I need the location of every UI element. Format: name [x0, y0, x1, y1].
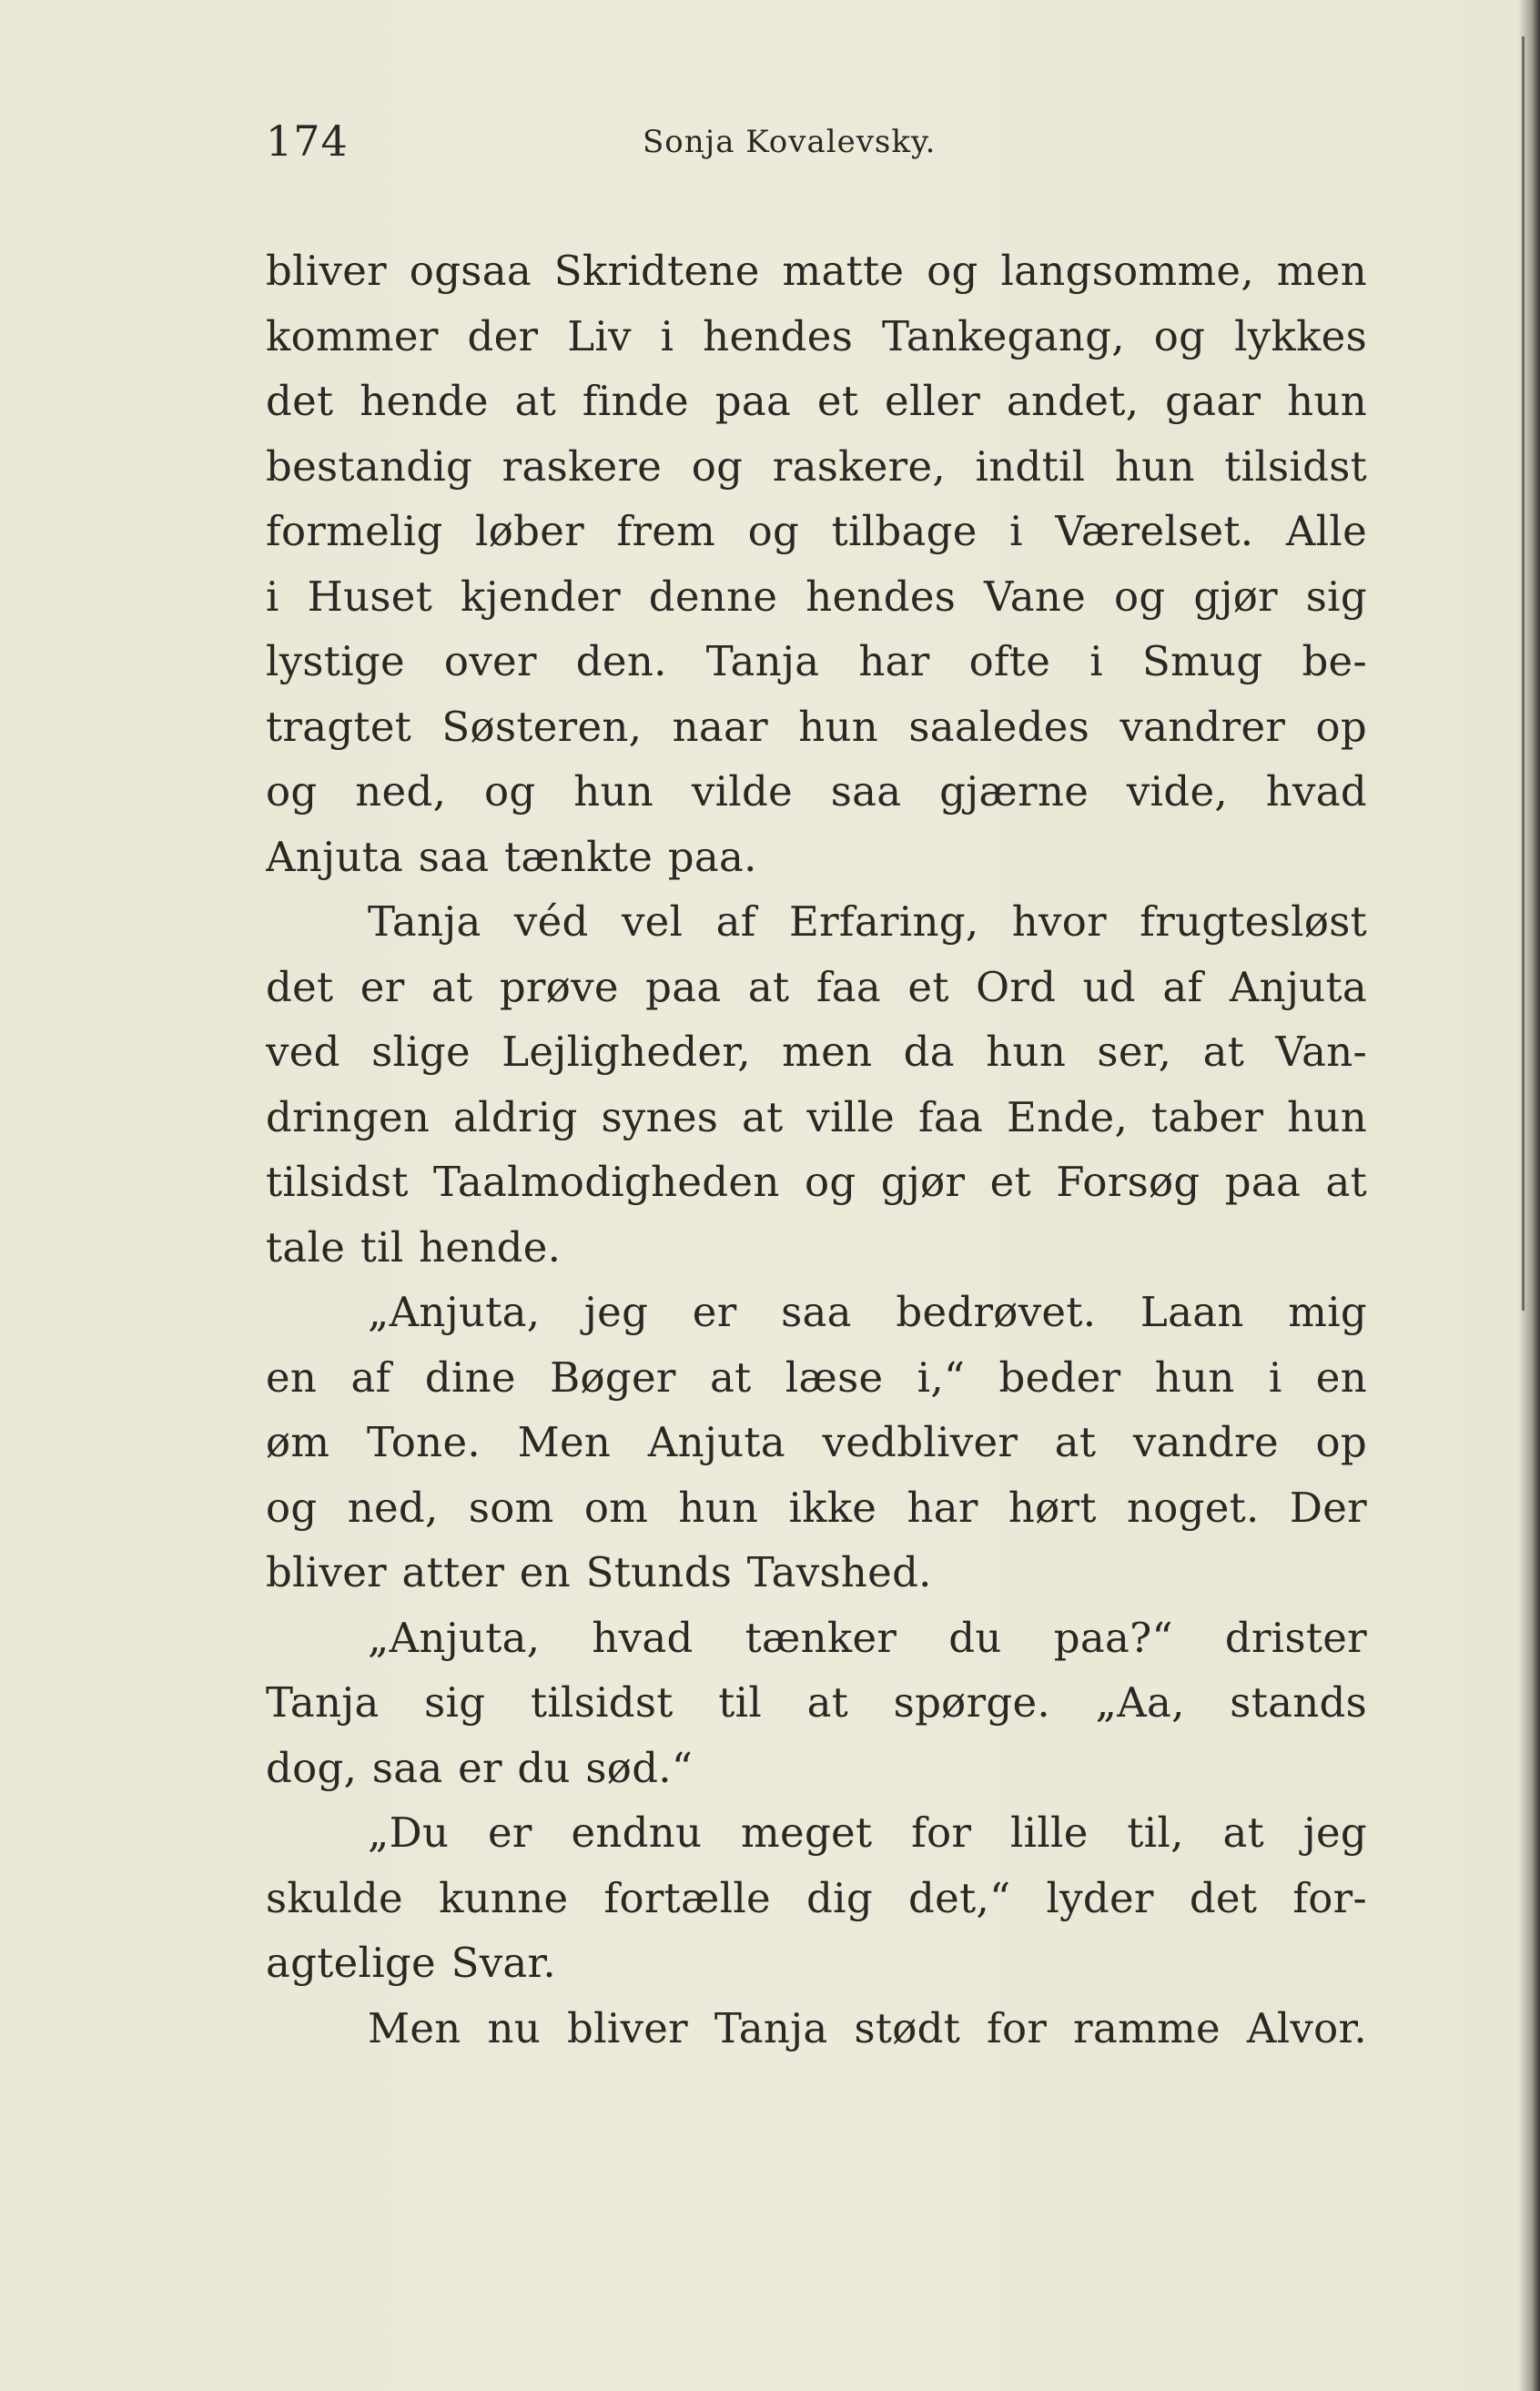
- text-line: det er at prøve paa at faa et Ord ud af Anjuta: [266, 962, 1367, 1011]
- text-line: det hende at finde paa et eller andet, gaar hun: [266, 377, 1367, 425]
- text-line: dog, saa er du sød.“: [266, 1743, 694, 1792]
- page-edge-shadow: [1518, 0, 1540, 2391]
- body-text: [266, 238, 1367, 2061]
- text-line: „Anjuta, hvad tænker du paa?“ drister: [368, 1613, 1367, 1662]
- text-line: og ned, og hun vilde saa gjærne vide, hvad: [266, 767, 1367, 816]
- text-line: øm Tone. Men Anjuta vedbliver at vandre op: [266, 1418, 1367, 1466]
- running-title: Sonja Kovalevsky.: [643, 124, 937, 160]
- text-line: Tanja sig tilsidst til at spørge. „Aa, stands: [266, 1678, 1367, 1727]
- text-line: en af dine Bøger at læse i,“ beder hun i en: [266, 1353, 1367, 1402]
- text-line: bliver ogsaa Skridtene matte og langsomme, men: [266, 247, 1367, 295]
- text-line: bliver atter en Stunds Tavshed.: [266, 1548, 932, 1596]
- text-line: tale til hende.: [266, 1222, 562, 1271]
- text-line: Tanja véd vel af Erfaring, hvor frugtesløst: [368, 897, 1367, 946]
- text-line: lystige over den. Tanja har ofte i Smug be-: [266, 637, 1367, 685]
- text-line: tilsidst Taalmodigheden og gjør et Forsøg paa at: [266, 1158, 1367, 1206]
- text-line: Men nu bliver Tanja stødt for ramme Alvor.: [368, 2003, 1367, 2052]
- page-header: [266, 117, 1367, 171]
- text-line: „Anjuta, jeg er saa bedrøvet. Laan mig: [368, 1288, 1367, 1336]
- page-number: 174: [266, 117, 349, 166]
- text-line: kommer der Liv i hendes Tankegang, og lykkes: [266, 311, 1367, 360]
- text-line: dringen aldrig synes at ville faa Ende, taber hun: [266, 1092, 1367, 1141]
- text-line: Anjuta saa tænkte paa.: [266, 832, 757, 881]
- text-line: formelig løber frem og tilbage i Værelset. Alle: [266, 507, 1367, 555]
- text-line: i Huset kjender denne hendes Vane og gjør sig: [266, 572, 1367, 621]
- text-line: og ned, som om hun ikke har hørt noget. Der: [266, 1483, 1367, 1532]
- text-line: ved slige Lejligheder, men da hun ser, at Van-: [266, 1028, 1367, 1076]
- text-line: tragtet Søsteren, naar hun saaledes vandrer op: [266, 702, 1367, 751]
- text-line: bestandig raskere og raskere, indtil hun tilsidst: [266, 441, 1367, 491]
- text-line: skulde kunne fortælle dig det,“ lyder det for-: [266, 1873, 1367, 1922]
- text-line: agtelige Svar.: [266, 1939, 557, 1987]
- text-line: „Du er endnu meget for lille til, at jeg: [368, 1808, 1367, 1857]
